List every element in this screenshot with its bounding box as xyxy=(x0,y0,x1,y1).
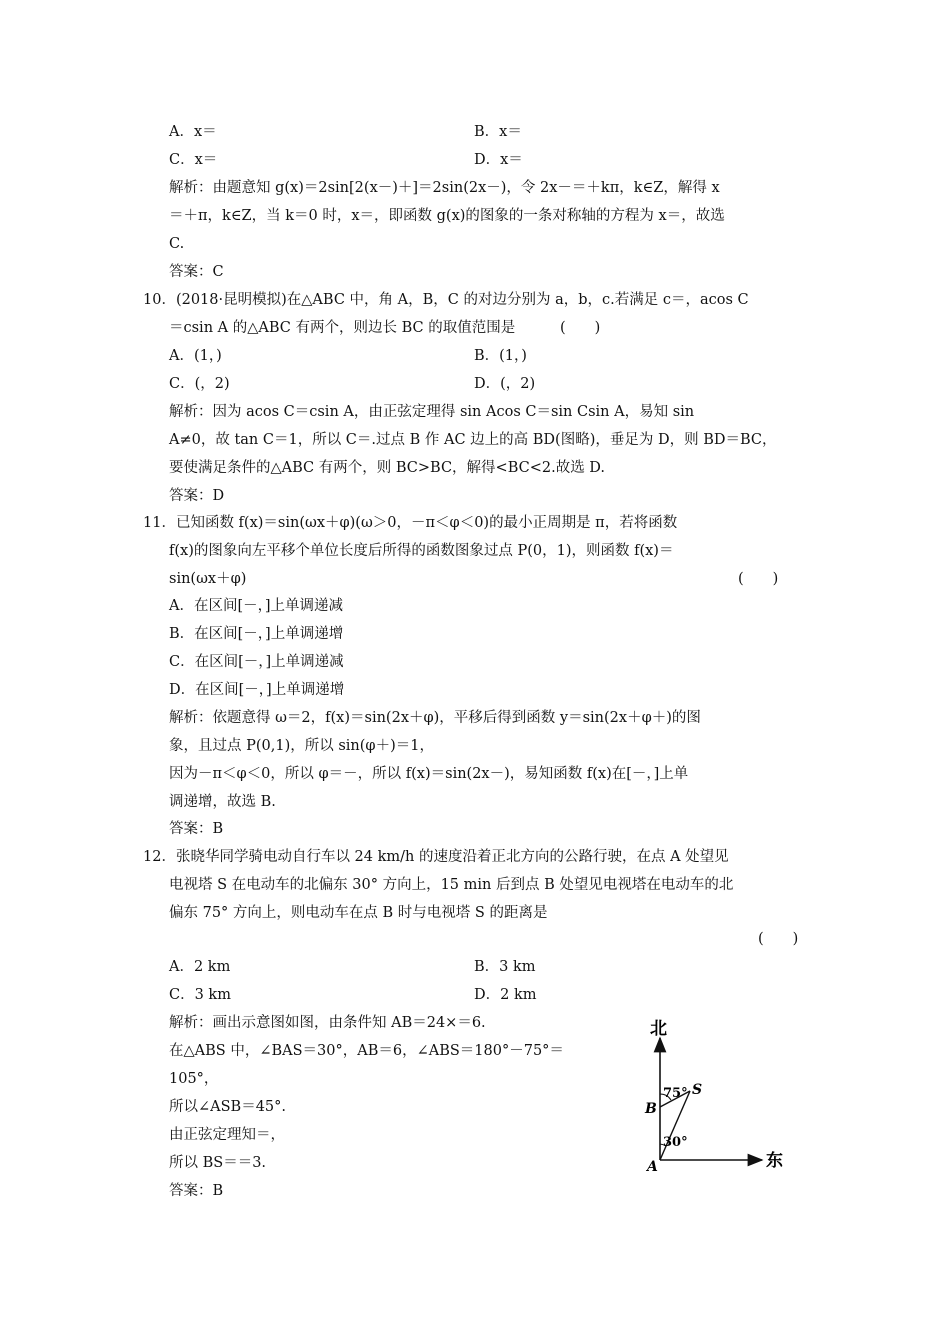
q11-option-a: A．在区间[－，]上单调递减 xyxy=(169,598,344,614)
q11-answer-blank: ( ) xyxy=(738,571,779,587)
q11-stem-line-2: f(x)的图象向左平移个单位长度后所得的函数图象过点 P(0，1)，则函数 f(x)＝ xyxy=(169,543,674,559)
q11-option-d: D．在区间[－，]上单调递增 xyxy=(169,682,345,698)
q10-option-d: D．(，2) xyxy=(474,376,536,392)
q10-analysis-line-3: 要使满足条件的△ABC 有两个，则 BC>BC，解得<BC<2.故选 D. xyxy=(169,460,606,476)
q11-stem-line-1: 11．已知函数 f(x)＝sin(ωx＋φ)(ω＞0，－π＜φ＜0)的最小正周期是 π，若将函数 xyxy=(143,515,678,531)
q9-option-d: D．x＝ xyxy=(474,152,523,168)
point-a-label: A xyxy=(647,1159,658,1175)
q12-analysis-line-5: 由正弦定理知＝， xyxy=(169,1127,285,1143)
q11-option-c: C．在区间[－，]上单调递减 xyxy=(169,654,344,670)
q12-option-b: B．3 km xyxy=(474,959,536,975)
q10-option-a: A．(1，) xyxy=(169,348,222,364)
q12-analysis-line-3: 105°， xyxy=(169,1071,219,1087)
q11-analysis-line-1: 解析：依题意得 ω＝2，f(x)＝sin(2x＋φ)，平移后得到函数 y＝sin(2x＋φ＋)的图 xyxy=(169,710,701,726)
q11-analysis-line-2: 象，且过点 P(0,1)，所以 sin(φ＋)＝1， xyxy=(169,738,434,754)
q12-analysis-line-2: 在△ABS 中，∠BAS＝30°，AB＝6，∠ABS＝180°－75°＝ xyxy=(169,1043,564,1059)
point-s-label: S xyxy=(692,1082,703,1098)
q12-direction-diagram xyxy=(630,1010,800,1180)
q12-analysis-line-6: 所以 BS＝＝3. xyxy=(169,1155,267,1171)
point-b-label: B xyxy=(645,1101,657,1117)
north-label: 北 xyxy=(650,1019,667,1039)
q11-stem-line-3: sin(ωx＋φ) xyxy=(169,571,247,587)
q10-answer: 答案：D xyxy=(169,488,225,504)
q12-stem-line-1: 12．张晓华同学骑电动自行车以 24 km/h 的速度沿着正北方向的公路行驶，在点 A 处望见 xyxy=(143,849,729,865)
q11-analysis-line-3: 因为－π＜φ＜0，所以 φ＝－，所以 f(x)＝sin(2x－)，易知函数 f(x)在[－，]上单 xyxy=(169,766,689,782)
q10-option-c: C．(，2) xyxy=(169,376,230,392)
q9-analysis-line-1: 解析：由题意知 g(x)＝2sin[2(x－)＋]＝2sin(2x－)，令 2x－＝＋kπ，k∈Z，解得 x xyxy=(169,180,720,196)
q12-analysis-line-1: 解析：画出示意图如图，由条件知 AB＝24×＝6. xyxy=(169,1015,486,1031)
q12-option-c: C．3 km xyxy=(169,987,231,1003)
q10-stem-line-1: 10．(2018·昆明模拟)在△ABC 中，角 A，B，C 的对边分别为 a，b，c.若满足 c＝，acos C xyxy=(143,292,749,308)
q9-option-b: B．x＝ xyxy=(474,124,522,140)
q9-analysis-line-2: ＝＋π，k∈Z，当 k＝0 时，x＝，即函数 g(x)的图象的一条对称轴的方程为 x＝，故选 xyxy=(169,208,725,224)
q10-answer-blank: ( ) xyxy=(560,320,601,336)
q12-option-d: D．2 km xyxy=(474,987,537,1003)
angle-30-label: 30° xyxy=(663,1135,688,1150)
angle-75-label: 75° xyxy=(663,1086,688,1101)
q12-stem-line-2: 电视塔 S 在电动车的北偏东 30° 方向上，15 min 后到点 B 处望见电视塔在电动车的北 xyxy=(169,877,734,893)
q12-stem-line-3: 偏东 75° 方向上，则电动车在点 B 时与电视塔 S 的距离是 xyxy=(169,905,548,921)
q12-answer: 答案：B xyxy=(169,1183,224,1199)
q11-answer: 答案：B xyxy=(169,821,224,837)
q10-analysis-line-2: A≠0，故 tan C＝1，所以 C＝.过点 B 作 AC 边上的高 BD(图略)，垂足为 D，则 BD＝BC， xyxy=(169,432,777,448)
q12-analysis-line-4: 所以∠ASB＝45°. xyxy=(169,1099,287,1115)
q11-analysis-line-4: 调递增，故选 B. xyxy=(169,794,276,810)
east-label: 东 xyxy=(766,1151,783,1171)
q10-stem-line-2: ＝csin A 的△ABC 有两个，则边长 BC 的取值范围是 xyxy=(169,320,516,336)
q10-option-b: B．(1，) xyxy=(474,348,527,364)
q9-analysis-line-3: C. xyxy=(169,236,185,252)
q9-option-a: A．x＝ xyxy=(169,124,217,140)
q10-analysis-line-1: 解析：因为 acos C＝csin A，由正弦定理得 sin Acos C＝sin Csin A，易知 sin xyxy=(169,404,695,420)
q12-answer-blank: ( ) xyxy=(758,931,799,947)
q9-answer: 答案：C xyxy=(169,264,224,280)
q11-option-b: B．在区间[－，]上单调递增 xyxy=(169,626,344,642)
q9-option-c: C．x＝ xyxy=(169,152,218,168)
q12-option-a: A．2 km xyxy=(169,959,231,975)
